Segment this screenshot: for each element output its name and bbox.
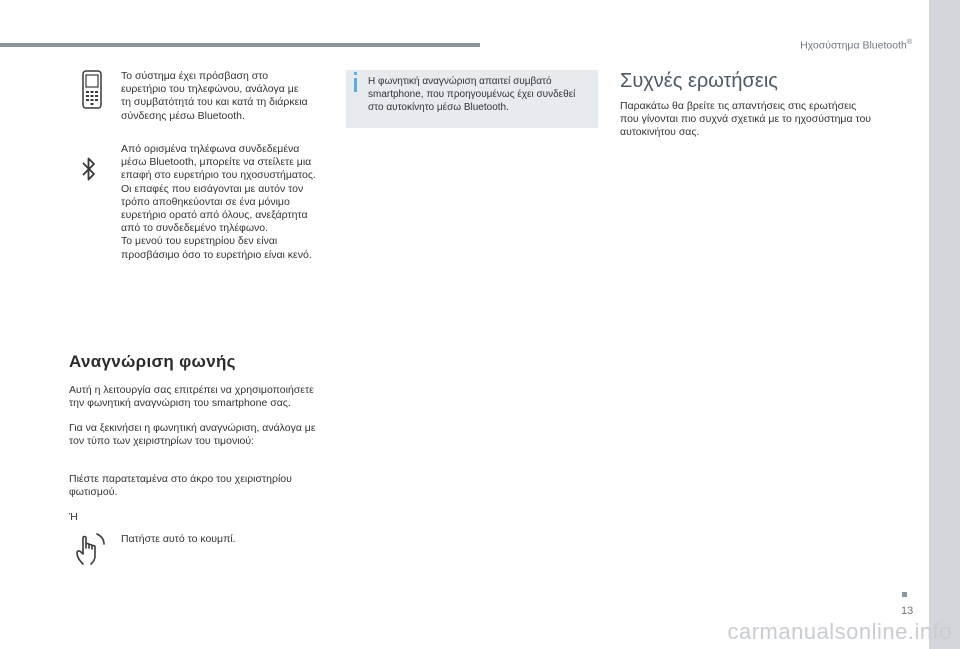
bluetooth-icon <box>80 156 98 182</box>
voice-paragraph-2: Για να ξεκινήσει η φωνητική αναγνώριση, ανάλογα με τον τύπο των χειριστηρίων του τιμονιού: <box>69 422 316 448</box>
info-icon-dot <box>354 72 357 75</box>
voice-recognition-heading: Αναγνώριση φωνής <box>69 352 236 371</box>
watermark: carmanualsonline.info <box>727 619 952 644</box>
info-text: Η φωνητική αναγνώριση απαιτεί συμβατό smartphone, που προηγουμένως έχει συνδεθεί στο αυτοκίνητο μέσω Bluetooth. <box>368 76 576 113</box>
header-title-sup: ® <box>906 39 912 46</box>
faq-intro-text: Παρακάτω θα βρείτε τις απαντήσεις στις ερωτήσεις που γίνονται πιο συχνά σχετικά με το ηχοσύστημα του αυτοκινήτου σας. <box>620 100 872 139</box>
voice-paragraph-3: Πιέστε παρατεταμένα στο άκρο του χειριστηρίου φωτισμού. <box>69 473 292 499</box>
voice-paragraph-1: Αυτή η λειτουργία σας επιτρέπει να χρησιμοποιήσετε την φωνητική αναγνώριση του smartphone σας. <box>69 384 314 410</box>
touch-button-text: Πατήστε αυτό το κουμπί. <box>121 533 236 545</box>
or-label: Ή <box>69 511 78 523</box>
side-strip <box>929 0 960 649</box>
info-icon-bar <box>354 78 357 92</box>
faq-heading: Συχνές ερωτήσεις <box>620 70 778 92</box>
phone-icon <box>80 70 104 110</box>
page-marker <box>902 592 907 597</box>
touch-hand-icon <box>73 530 109 566</box>
page-number: 13 <box>901 605 914 617</box>
header-title-text: Ηχοσύστημα Bluetooth <box>800 39 907 52</box>
info-box <box>346 70 598 128</box>
header-rule <box>0 43 480 47</box>
bluetooth-contacts-text: Από ορισμένα τηλέφωνα συνδεδεμένα μέσω Bluetooth, μπορείτε να στείλετε μια επαφή στο ευρετήριο του ηχοσυστήματος. Οι επαφές που εισάγονται με αυτόν τον τρόπο αποθηκεύονται σε ένα μόνιμο ευρετήριο ορατό από όλους, ανεξάρτητα από το συνδεδεμένο τηλέφωνο. Το μενού του ευρετηρίου δεν είναι προσβάσιμο όσο το ευρετήριο είναι κενό. <box>121 143 316 261</box>
phone-directory-text: Το σύστημα έχει πρόσβαση στο ευρετήριο του τηλεφώνου, ανάλογα με τη συμβατότητά του και κατά τη διάρκεια σύνδεσης μέσω Bluetooth. <box>121 70 308 122</box>
page-header-title <box>800 39 912 52</box>
